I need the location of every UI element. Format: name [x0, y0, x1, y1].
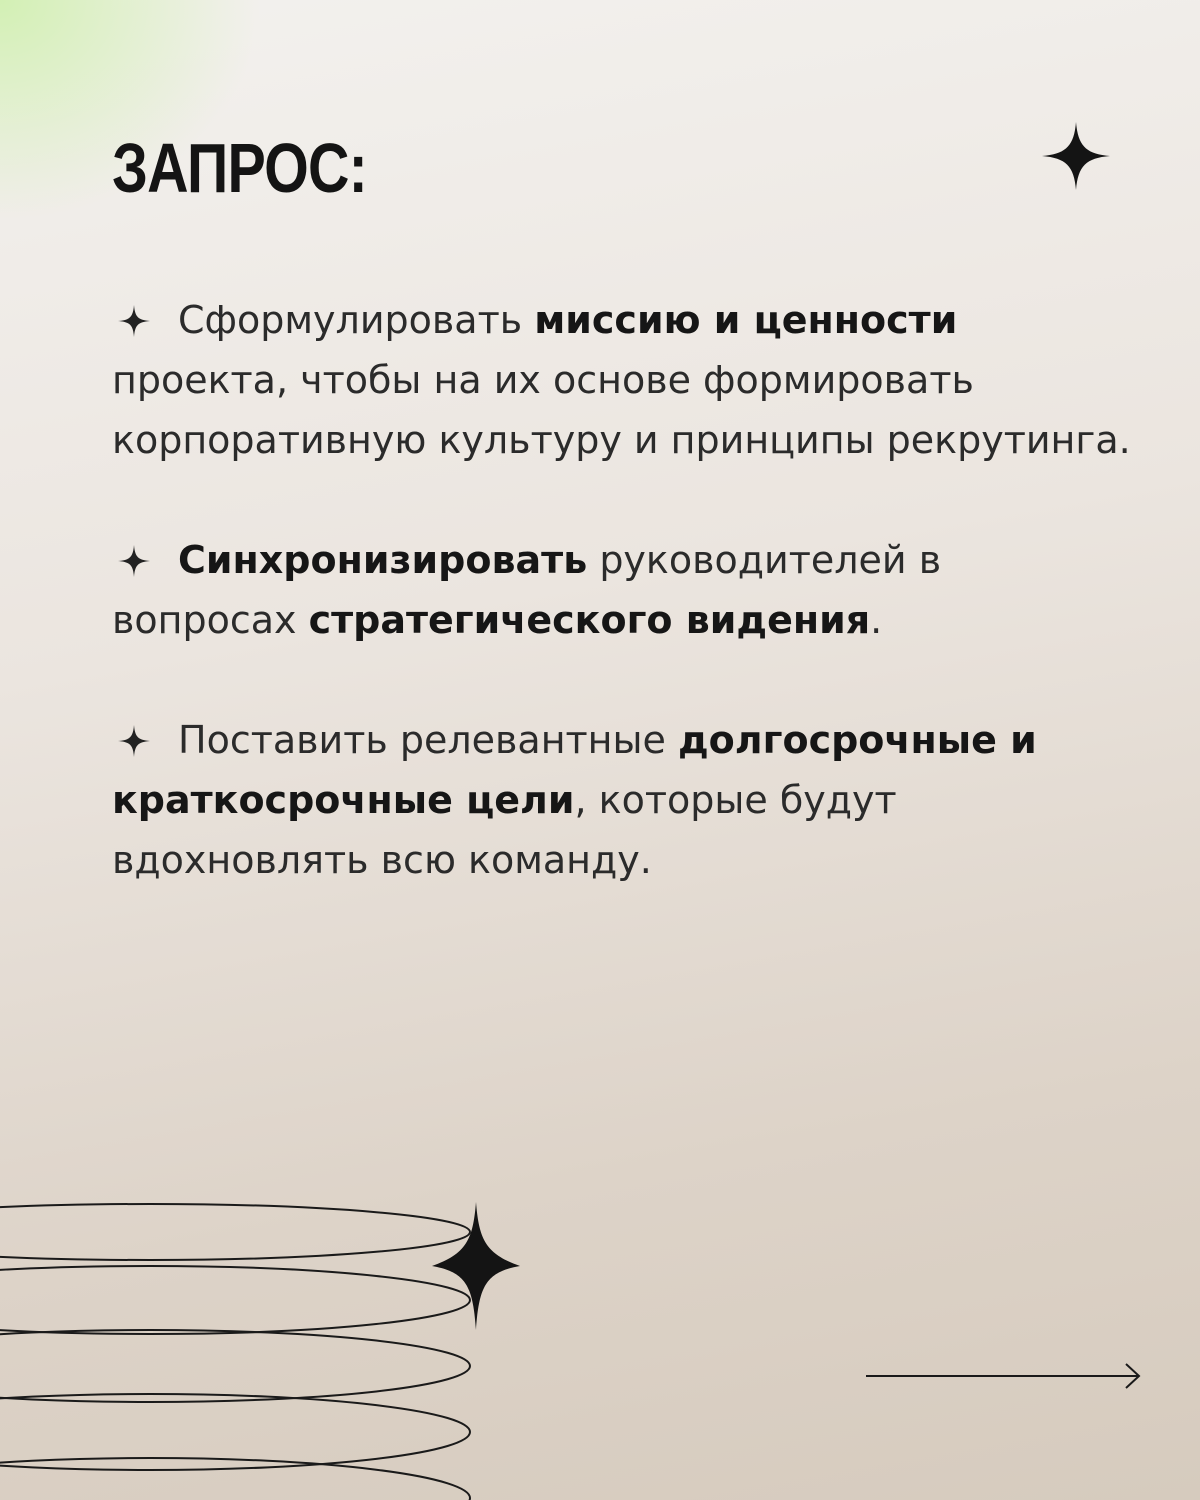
page-title: ЗАПРОС:: [112, 129, 367, 207]
sparkle-star-icon: [1040, 120, 1112, 192]
list-item: [112, 290, 1132, 470]
item-text-bold: стратегического видения: [308, 598, 871, 642]
item-text-regular: .: [870, 598, 883, 642]
item-text-regular: Сформулировать: [178, 298, 535, 342]
item-text-regular: проекта, чтобы на их основе формировать корпоративную культуру и принципы рекрутинга.: [112, 358, 1131, 462]
item-text-regular: руководителей в вопросах: [112, 538, 942, 642]
item-text-regular: Поставить релевантные: [178, 718, 678, 762]
item-text-regular: , которые будут вдохновлять всю команду.: [112, 778, 897, 882]
arrow-right-icon[interactable]: [864, 1360, 1144, 1390]
list-item: [112, 710, 1132, 890]
spiral-rings-decoration: [0, 1180, 560, 1500]
item-text-bold: долгосрочные и краткосрочные цели: [112, 718, 1037, 822]
item-text-bold: миссию и ценности: [534, 298, 958, 342]
request-list: [112, 290, 1132, 950]
four-point-star-icon: [116, 543, 152, 579]
item-text-bold: Синхронизировать: [178, 538, 588, 582]
four-point-star-icon: [116, 303, 152, 339]
four-point-star-icon: [116, 723, 152, 759]
list-item: [112, 530, 1132, 650]
